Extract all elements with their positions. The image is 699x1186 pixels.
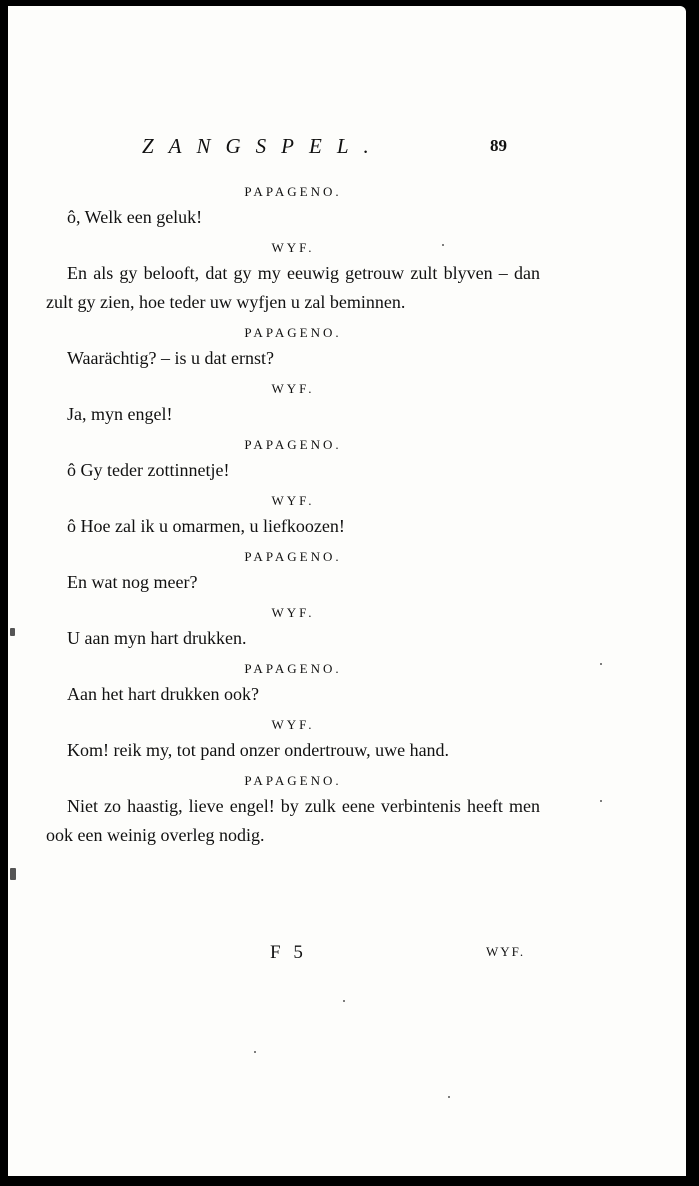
signature-mark: F 5 bbox=[270, 942, 307, 963]
speech-line: Waarächtig? – is u dat ernst? bbox=[67, 348, 274, 368]
ink-speck bbox=[600, 663, 602, 665]
speaker-label: PAPAGENO. bbox=[244, 437, 342, 452]
speech-line: En wat nog meer? bbox=[67, 572, 198, 592]
book-page bbox=[8, 6, 686, 1176]
running-title: ZANGSPEL. bbox=[142, 134, 384, 158]
speech-line: ô Hoe zal ik u omarmen, u liefkoozen! bbox=[67, 516, 345, 536]
speaker-label: WYF. bbox=[271, 381, 315, 396]
ink-speck bbox=[600, 800, 602, 802]
speech-line: En als gy belooft, dat gy my eeuwig getrouw zult blyven – dan zult gy zien, hoe teder uw wyfjen u zal beminnen. bbox=[46, 263, 540, 312]
catchword: WYF. bbox=[486, 944, 526, 959]
speech-line: Niet zo haastig, lieve engel! by zulk eene verbintenis heeft men ook een weinig overleg nodig. bbox=[46, 796, 540, 845]
speech-line: Aan het hart drukken ook? bbox=[67, 684, 259, 704]
speech-line: U aan myn hart drukken. bbox=[67, 628, 247, 648]
page-number: 89 bbox=[490, 136, 507, 155]
speech-line: ô, Welk een geluk! bbox=[67, 207, 203, 227]
speech-line: ô Gy teder zottinnetje! bbox=[67, 460, 230, 480]
speaker-label: WYF. bbox=[271, 240, 315, 255]
speaker-label: WYF. bbox=[271, 493, 315, 508]
ink-speck bbox=[448, 1096, 450, 1098]
speaker-label: PAPAGENO. bbox=[244, 325, 342, 340]
speech-line: Kom! reik my, tot pand onzer ondertrouw, uwe hand. bbox=[67, 740, 450, 760]
speaker-label: PAPAGENO. bbox=[244, 661, 342, 676]
ink-speck bbox=[254, 1051, 256, 1053]
speaker-label: PAPAGENO. bbox=[244, 184, 342, 199]
ink-speck bbox=[343, 1000, 345, 1002]
speaker-label: WYF. bbox=[271, 605, 315, 620]
speaker-label: PAPAGENO. bbox=[244, 549, 342, 564]
speech-line: Ja, myn engel! bbox=[67, 404, 173, 424]
speaker-label: PAPAGENO. bbox=[244, 773, 342, 788]
ink-speck bbox=[10, 868, 16, 880]
ink-speck bbox=[10, 628, 15, 636]
speaker-label: WYF. bbox=[271, 717, 315, 732]
ink-speck bbox=[442, 244, 444, 246]
dialogue-text bbox=[46, 180, 540, 854]
